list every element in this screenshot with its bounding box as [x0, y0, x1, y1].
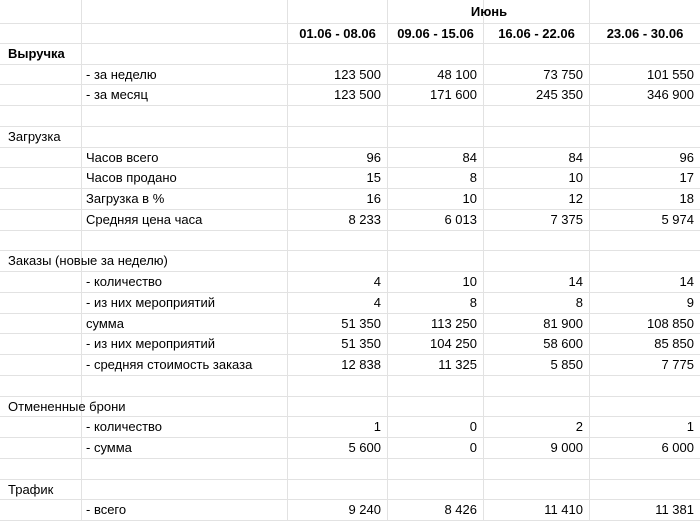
row-label[interactable]: - из них мероприятий — [82, 293, 288, 314]
empty-cell[interactable] — [82, 127, 288, 148]
empty-cell[interactable] — [590, 231, 700, 252]
value-cell[interactable]: 346 900 — [590, 85, 700, 106]
empty-cell[interactable] — [0, 231, 82, 252]
empty-cell[interactable] — [0, 314, 82, 335]
section-row — [0, 127, 700, 148]
value-cell[interactable]: 11 381 — [590, 500, 700, 521]
value-cell[interactable]: 12 — [484, 189, 590, 210]
empty-cell[interactable] — [288, 231, 388, 252]
empty-cell[interactable] — [590, 0, 700, 24]
empty-cell[interactable] — [0, 24, 82, 44]
empty-cell[interactable] — [484, 44, 590, 65]
blank-row — [0, 376, 700, 397]
empty-cell[interactable] — [590, 106, 700, 127]
value-cell[interactable]: 85 850 — [590, 334, 700, 355]
empty-cell[interactable] — [388, 231, 484, 252]
empty-cell[interactable] — [288, 106, 388, 127]
empty-cell[interactable] — [388, 397, 484, 418]
value-cell[interactable]: 6 013 — [388, 210, 484, 231]
row-label[interactable]: Загрузка в % — [82, 189, 288, 210]
value-cell[interactable]: 123 500 — [288, 65, 388, 86]
empty-cell[interactable] — [288, 251, 388, 272]
value-cell[interactable]: 51 350 — [288, 314, 388, 335]
value-cell[interactable]: 6 000 — [590, 438, 700, 459]
value-cell[interactable]: 51 350 — [288, 334, 388, 355]
empty-cell[interactable] — [484, 480, 590, 501]
section-label[interactable]: Заказы (новые за неделю) — [0, 251, 82, 272]
value-cell[interactable]: 11 325 — [388, 355, 484, 376]
table-row — [0, 334, 700, 355]
value-cell[interactable]: 16 — [288, 189, 388, 210]
value-cell[interactable]: 171 600 — [388, 85, 484, 106]
week-header-cell[interactable]: 23.06 - 30.06 — [590, 24, 700, 44]
value-cell[interactable]: 8 — [484, 293, 590, 314]
value-cell[interactable]: 17 — [590, 168, 700, 189]
empty-cell[interactable] — [82, 106, 288, 127]
week-header-cell[interactable]: 01.06 - 08.06 — [288, 24, 388, 44]
value-cell[interactable]: 1 — [590, 417, 700, 438]
value-cell[interactable]: 11 410 — [484, 500, 590, 521]
empty-cell[interactable] — [484, 127, 590, 148]
empty-cell[interactable] — [288, 44, 388, 65]
table-row — [0, 189, 700, 210]
row-label[interactable]: - за месяц — [82, 85, 288, 106]
row-label[interactable]: - всего — [82, 500, 288, 521]
value-cell[interactable]: 0 — [388, 438, 484, 459]
table-row — [0, 314, 700, 335]
value-cell[interactable]: 8 426 — [388, 500, 484, 521]
empty-cell[interactable] — [0, 189, 82, 210]
section-row — [0, 251, 700, 272]
empty-cell[interactable] — [388, 376, 484, 397]
section-label[interactable]: Загрузка — [0, 127, 82, 148]
empty-cell[interactable] — [484, 251, 590, 272]
value-cell[interactable]: 123 500 — [288, 85, 388, 106]
value-cell[interactable]: 245 350 — [484, 85, 590, 106]
row-label[interactable]: - из них мероприятий — [82, 334, 288, 355]
empty-cell[interactable] — [0, 65, 82, 86]
row-label[interactable]: - за неделю — [82, 65, 288, 86]
empty-cell[interactable] — [0, 272, 82, 293]
value-cell[interactable]: 14 — [590, 272, 700, 293]
value-cell[interactable]: 9 — [590, 293, 700, 314]
value-cell[interactable]: 10 — [484, 168, 590, 189]
empty-cell[interactable] — [0, 334, 82, 355]
week-header-row — [0, 24, 700, 44]
month-title: Июнь — [470, 4, 508, 19]
row-label[interactable]: - количество — [82, 272, 288, 293]
table-row — [0, 438, 700, 459]
week-header-cell[interactable]: 16.06 - 22.06 — [484, 24, 590, 44]
empty-cell[interactable] — [388, 127, 484, 148]
value-cell[interactable]: 96 — [590, 148, 700, 169]
value-cell[interactable]: 4 — [288, 272, 388, 293]
empty-cell[interactable] — [0, 0, 82, 24]
blank-row — [0, 231, 700, 252]
empty-cell[interactable] — [388, 44, 484, 65]
empty-cell[interactable] — [0, 438, 82, 459]
empty-cell[interactable] — [288, 397, 388, 418]
empty-cell[interactable] — [0, 459, 82, 480]
value-cell[interactable]: 7 375 — [484, 210, 590, 231]
empty-cell[interactable] — [484, 106, 590, 127]
empty-cell[interactable] — [590, 251, 700, 272]
value-cell[interactable]: 14 — [484, 272, 590, 293]
value-cell[interactable]: 113 250 — [388, 314, 484, 335]
month-header-row — [0, 0, 700, 24]
empty-cell[interactable] — [82, 397, 288, 418]
empty-cell[interactable] — [590, 376, 700, 397]
section-row — [0, 44, 700, 65]
value-cell[interactable]: 96 — [288, 148, 388, 169]
value-cell[interactable]: 7 775 — [590, 355, 700, 376]
value-cell[interactable]: 5 600 — [288, 438, 388, 459]
empty-cell[interactable] — [388, 106, 484, 127]
value-cell[interactable]: 1 — [288, 417, 388, 438]
value-cell[interactable]: 18 — [590, 189, 700, 210]
value-cell[interactable]: 8 — [388, 293, 484, 314]
empty-cell[interactable] — [484, 376, 590, 397]
empty-cell[interactable] — [0, 293, 82, 314]
table-row — [0, 500, 700, 521]
value-cell[interactable]: 84 — [388, 148, 484, 169]
row-label[interactable]: Средняя цена часа — [82, 210, 288, 231]
row-label[interactable]: - средняя стоимость заказа — [82, 355, 288, 376]
empty-cell[interactable] — [388, 459, 484, 480]
table-row — [0, 272, 700, 293]
empty-cell[interactable] — [0, 148, 82, 169]
value-cell[interactable]: 15 — [288, 168, 388, 189]
empty-cell[interactable] — [82, 376, 288, 397]
value-cell[interactable]: 101 550 — [590, 65, 700, 86]
empty-cell[interactable] — [590, 397, 700, 418]
empty-cell[interactable] — [484, 397, 590, 418]
empty-cell[interactable] — [0, 500, 82, 521]
value-cell[interactable]: 104 250 — [388, 334, 484, 355]
value-cell[interactable]: 12 838 — [288, 355, 388, 376]
value-cell[interactable]: 10 — [388, 189, 484, 210]
value-cell[interactable]: 81 900 — [484, 314, 590, 335]
empty-cell[interactable] — [388, 251, 484, 272]
value-cell[interactable]: 0 — [388, 417, 484, 438]
value-cell[interactable]: 9 000 — [484, 438, 590, 459]
row-label[interactable]: сумма — [82, 314, 288, 335]
row-label[interactable]: Часов всего — [82, 148, 288, 169]
section-row — [0, 480, 700, 501]
value-cell[interactable]: 84 — [484, 148, 590, 169]
empty-cell[interactable] — [82, 231, 288, 252]
empty-cell[interactable] — [82, 251, 288, 272]
section-label[interactable]: Выручка — [0, 44, 82, 65]
empty-cell[interactable] — [0, 85, 82, 106]
section-row — [0, 397, 700, 418]
empty-cell[interactable] — [0, 210, 82, 231]
section-label[interactable]: Отмененные брони — [0, 397, 82, 418]
empty-cell[interactable] — [82, 459, 288, 480]
empty-cell[interactable] — [288, 376, 388, 397]
empty-cell[interactable] — [288, 127, 388, 148]
row-label[interactable]: - количество — [82, 417, 288, 438]
empty-cell[interactable] — [484, 231, 590, 252]
week-header-cell[interactable]: 09.06 - 15.06 — [388, 24, 484, 44]
table-row — [0, 355, 700, 376]
section-label[interactable]: Трафик — [0, 480, 82, 501]
value-cell[interactable]: 2 — [484, 417, 590, 438]
empty-cell[interactable] — [590, 480, 700, 501]
table-row — [0, 148, 700, 169]
empty-cell[interactable] — [388, 480, 484, 501]
value-cell[interactable]: 5 974 — [590, 210, 700, 231]
empty-cell[interactable] — [0, 168, 82, 189]
row-label[interactable]: Часов продано — [82, 168, 288, 189]
table-row — [0, 85, 700, 106]
empty-cell[interactable] — [288, 0, 388, 24]
empty-cell[interactable] — [288, 459, 388, 480]
empty-cell[interactable] — [288, 480, 388, 501]
blank-row — [0, 459, 700, 480]
value-cell[interactable]: 4 — [288, 293, 388, 314]
table-row — [0, 417, 700, 438]
table-row — [0, 293, 700, 314]
value-cell[interactable]: 73 750 — [484, 65, 590, 86]
value-cell[interactable]: 8 — [388, 168, 484, 189]
blank-row — [0, 106, 700, 127]
empty-cell[interactable] — [82, 44, 288, 65]
row-label[interactable]: - сумма — [82, 438, 288, 459]
value-cell[interactable]: 10 — [388, 272, 484, 293]
empty-cell[interactable] — [484, 459, 590, 480]
value-cell[interactable]: 108 850 — [590, 314, 700, 335]
value-cell[interactable]: 8 233 — [288, 210, 388, 231]
table-row — [0, 210, 700, 231]
table-row — [0, 65, 700, 86]
empty-cell[interactable] — [82, 24, 288, 44]
empty-cell[interactable] — [590, 459, 700, 480]
value-cell[interactable]: 48 100 — [388, 65, 484, 86]
empty-cell[interactable] — [590, 44, 700, 65]
empty-cell[interactable] — [590, 127, 700, 148]
empty-cell[interactable] — [82, 0, 288, 24]
table-row — [0, 168, 700, 189]
value-cell[interactable]: 58 600 — [484, 334, 590, 355]
value-cell[interactable]: 5 850 — [484, 355, 590, 376]
empty-cell[interactable] — [0, 355, 82, 376]
empty-cell[interactable] — [0, 106, 82, 127]
empty-cell[interactable] — [0, 376, 82, 397]
empty-cell[interactable] — [82, 480, 288, 501]
empty-cell[interactable] — [0, 417, 82, 438]
value-cell[interactable]: 9 240 — [288, 500, 388, 521]
